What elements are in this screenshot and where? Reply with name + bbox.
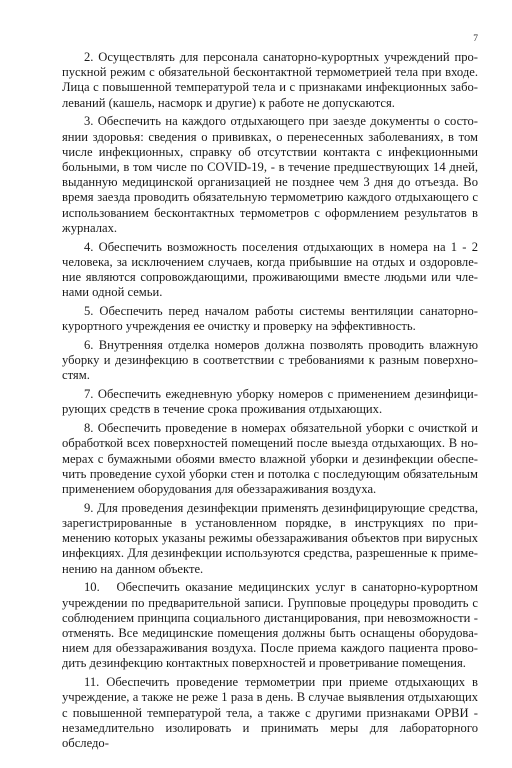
page-number: 7 [473, 34, 478, 44]
paragraph-11: 11. Обеспечить проведение термометрии при приеме отдыхающих в учреждение, а также не реже 1 раза в день. В случае выявления отдыхающих с повышенной температурой тела, а также с другими признаками ОРВИ - незамедлительно изолировать и принимать меры для лабораторного обследо- [62, 675, 478, 751]
paragraph-10: 10. Обеспечить оказание медицинских услуг в санаторно-курортном учреждении по предварительной записи. Групповые процедуры проводить с соблюдением принципа социального дистанцирования, при невозможности - отменять. Все медицинские помещения должны быть оснащены оборудованием для обеззараживания воздуха. После приема каждого пациента проводить дезинфекцию контактных поверхностей и проветривание помещения. [62, 580, 478, 671]
paragraph-4: 4. Обеспечить возможность поселения отдыхающих в номера на 1 - 2 человека, за исключением случаев, когда прибывшие на отдых и оздоровление являются сопровождающими, проживающими вместе людьми или членами одной семьи. [62, 239, 478, 300]
paragraph-9: 9. Для проведения дезинфекции применять дезинфицирующие средства, зарегистрированные в установленном порядке, в инструкциях по применению которых указаны режимы обеззараживания объектов при вирусных инфекциях. Для дезинфекции используются средства, разрешенные к применению на данном объекте. [62, 500, 478, 576]
paragraph-7: 7. Обеспечить ежедневную уборку номеров с применением дезинфицирующих средств в течение срока проживания отдыхающих. [62, 387, 478, 417]
paragraph-2: 2. Осуществлять для персонала санаторно-курортных учреждений пропускной режим с обязательной бесконтактной термометрией тела при входе. Лица с повышенной температурой тела и с признаками инфекционных заболеваний (кашель, насморк и другие) к работе не допускаются. [62, 50, 478, 110]
paragraph-5: 5. Обеспечить перед началом работы системы вентиляции санаторно-курортного учреждения ее очистку и проверку на эффективность. [62, 304, 478, 334]
paragraph-6: 6. Внутренняя отделка номеров должна позволять проводить влажную уборку и дезинфекцию в соответствии с требованиями к разным поверхностям. [62, 338, 478, 383]
paragraph-3: 3. Обеспечить на каждого отдыхающего при заезде документы о состоянии здоровья: сведения о прививках, о перенесенных заболеваниях, в том числе инфекционных, справку об отсутствии контакта с инфекционными больными, в том числе по COVID-19, - в течение предшествующих 14 дней, выданную медицинской организацией не позднее чем 3 дня до отъезда. Во время заезда проводить обязательную термометрию каждого отдыхающего с использованием бесконтактных термометров с оформлением результатов в журналах. [62, 114, 478, 235]
document-body [62, 50, 478, 755]
paragraph-8: 8. Обеспечить проведение в номерах обязательной уборки с очисткой и обработкой всех поверхностей помещений после выезда отдыхающих. В номерах с бумажными обоями вместо влажной уборки и дезинфекции обеспечить проведение сухой уборки стен и потолка с последующим обязательным применением оборудования для обеззараживания воздуха. [62, 421, 478, 497]
